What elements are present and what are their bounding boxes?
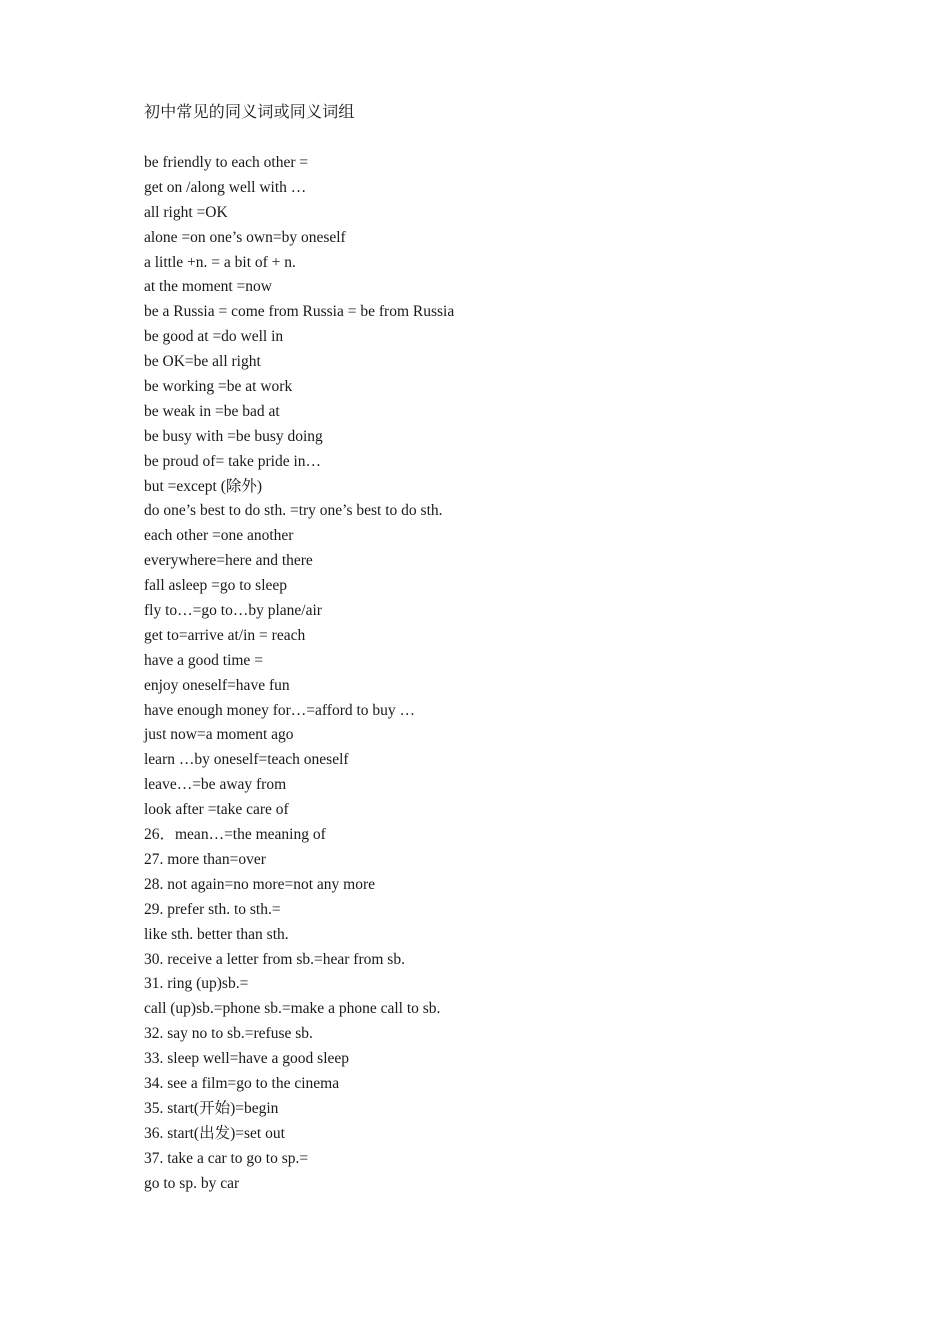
document-title: 初中常见的同义词或同义词组 (144, 104, 355, 121)
synonym-line: be good at =do well in (144, 328, 284, 346)
synonym-line: 32. say no to sb.=refuse sb. (144, 1025, 313, 1043)
synonym-line: leave…=be away from (144, 776, 287, 794)
synonym-line: 26．mean…=the meaning of (144, 826, 326, 844)
synonym-line: 31. ring (up)sb.= (144, 975, 249, 993)
synonym-line: have enough money for…=afford to buy … (144, 701, 416, 719)
synonym-line: but =except (除外) (144, 477, 263, 495)
synonym-line: at the moment =now (144, 278, 272, 296)
synonym-line: get on /along well with … (144, 178, 307, 196)
synonym-line: 36. start(出发)=set out (144, 1124, 285, 1142)
synonym-line: 29. prefer sth. to sth.= (144, 900, 281, 918)
synonym-line: all right =OK (144, 203, 228, 221)
synonym-line: go to sp. by car (144, 1174, 240, 1192)
synonym-line: be OK=be all right (144, 353, 261, 371)
synonym-line: get to=arrive at/in = reach (144, 626, 306, 644)
synonym-line: be friendly to each other = (144, 154, 309, 171)
synonym-line: 27. more than=over (144, 850, 266, 868)
synonym-line: everywhere=here and there (144, 552, 313, 570)
synonym-line: learn …by oneself=teach oneself (144, 751, 349, 769)
synonym-line: like sth. better than sth. (144, 925, 289, 943)
synonym-line: each other =one another (144, 527, 294, 545)
synonym-line: alone =on one’s own=by oneself (144, 228, 346, 246)
synonym-line: 37. take a car to go to sp.= (144, 1149, 309, 1167)
synonym-line: fly to…=go to…by plane/air (144, 602, 322, 620)
synonym-line: 34. see a film=go to the cinema (144, 1074, 340, 1092)
synonym-line: be busy with =be busy doing (144, 427, 323, 445)
synonym-line: 33. sleep well=have a good sleep (144, 1050, 350, 1068)
synonym-list (144, 151, 454, 1196)
synonym-line: a little +n. = a bit of + n. (144, 253, 296, 271)
synonym-line: just now=a moment ago (144, 726, 294, 744)
synonym-line: 35. start(开始)=begin (144, 1099, 279, 1117)
synonym-line: be weak in =be bad at (144, 402, 280, 420)
synonym-line: do one’s best to do sth. =try one’s best to do sth. (144, 502, 443, 520)
synonym-line: enjoy oneself=have fun (144, 676, 290, 694)
synonym-line: be working =be at work (144, 378, 293, 396)
synonym-line: 30. receive a letter from sb.=hear from sb. (144, 950, 405, 968)
synonym-line: look after =take care of (144, 801, 289, 819)
synonym-line: be proud of= take pride in… (144, 452, 322, 470)
synonym-line: fall asleep =go to sleep (144, 577, 288, 595)
synonym-line: 28. not again=no more=not any more (144, 875, 375, 893)
synonym-line: call (up)sb.=phone sb.=make a phone call to sb. (144, 1000, 441, 1018)
synonym-line: be a Russia = come from Russia = be from Russia (144, 303, 455, 321)
synonym-line: have a good time = (144, 651, 263, 669)
